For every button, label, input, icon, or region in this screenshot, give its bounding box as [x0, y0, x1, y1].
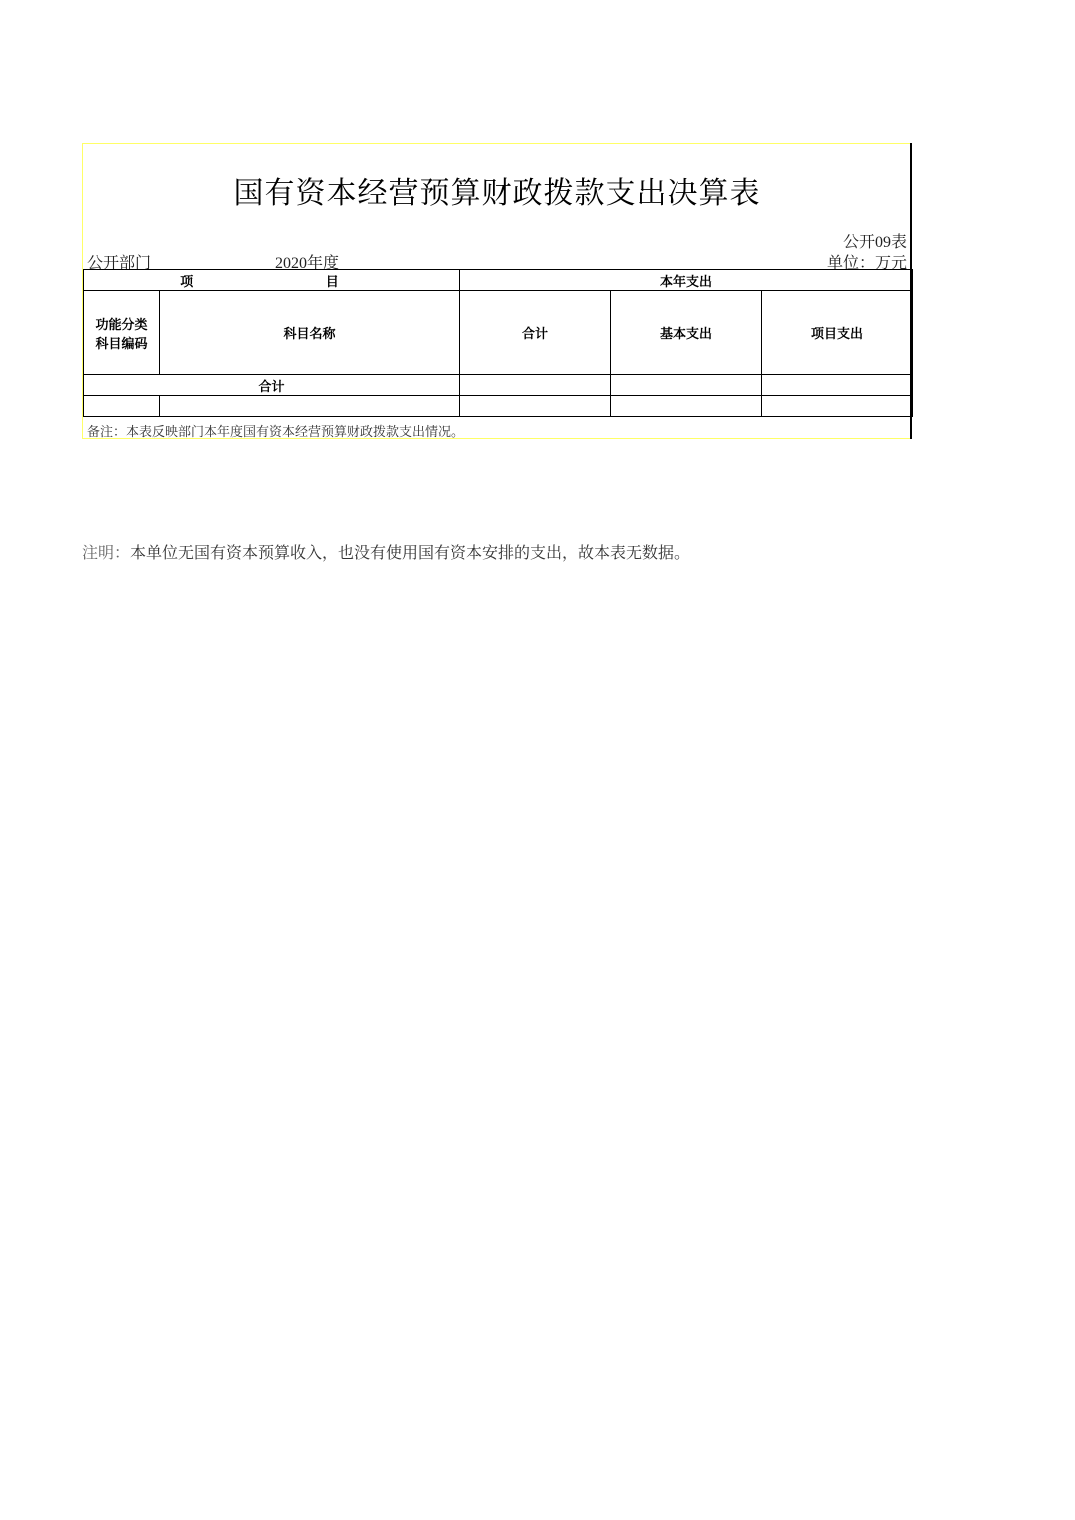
- budget-table: [83, 269, 913, 417]
- header-row-1: [84, 270, 913, 291]
- form-code: 公开09表: [842, 234, 907, 251]
- unit-label: 单位：万元: [826, 255, 907, 272]
- header-project-a: 项: [180, 274, 194, 290]
- header-name: 科目名称: [160, 291, 460, 375]
- header-current-year: 本年支出: [460, 270, 913, 291]
- total-label: 合计: [84, 375, 460, 396]
- year-label: 2020年度: [275, 255, 340, 272]
- total-project: [762, 375, 913, 396]
- report-sheet: [82, 143, 912, 439]
- row-code: [84, 396, 160, 417]
- header-project: [84, 270, 460, 291]
- total-basic: [611, 375, 762, 396]
- footnote: 备注：本表反映部门本年度国有资本经营预算财政拨款支出情况。: [87, 424, 465, 439]
- row-total: [460, 396, 611, 417]
- header-code-line2: 科目编码: [95, 336, 148, 352]
- explanatory-note: [82, 540, 690, 563]
- header-row-2: [84, 291, 913, 375]
- row-name: [160, 396, 460, 417]
- table-row: [84, 396, 913, 417]
- dept-label: 公开部门: [87, 255, 152, 272]
- header-project-exp: 项目支出: [762, 291, 913, 375]
- header-code: [84, 291, 160, 375]
- note-label: 注明：: [82, 545, 131, 562]
- header-project-b: 目: [325, 274, 339, 290]
- sheet-right-border: [910, 143, 912, 439]
- header-basic: 基本支出: [611, 291, 762, 375]
- header-code-line1: 功能分类: [95, 317, 148, 333]
- report-title: 国有资本经营预算财政拨款支出决算表: [233, 177, 761, 210]
- row-project: [762, 396, 913, 417]
- total-sum: [460, 375, 611, 396]
- note-text: 本单位无国有资本预算收入，也没有使用国有资本安排的支出，故本表无数据。: [130, 545, 691, 562]
- total-row: [84, 375, 913, 396]
- header-total: 合计: [460, 291, 611, 375]
- row-basic: [611, 396, 762, 417]
